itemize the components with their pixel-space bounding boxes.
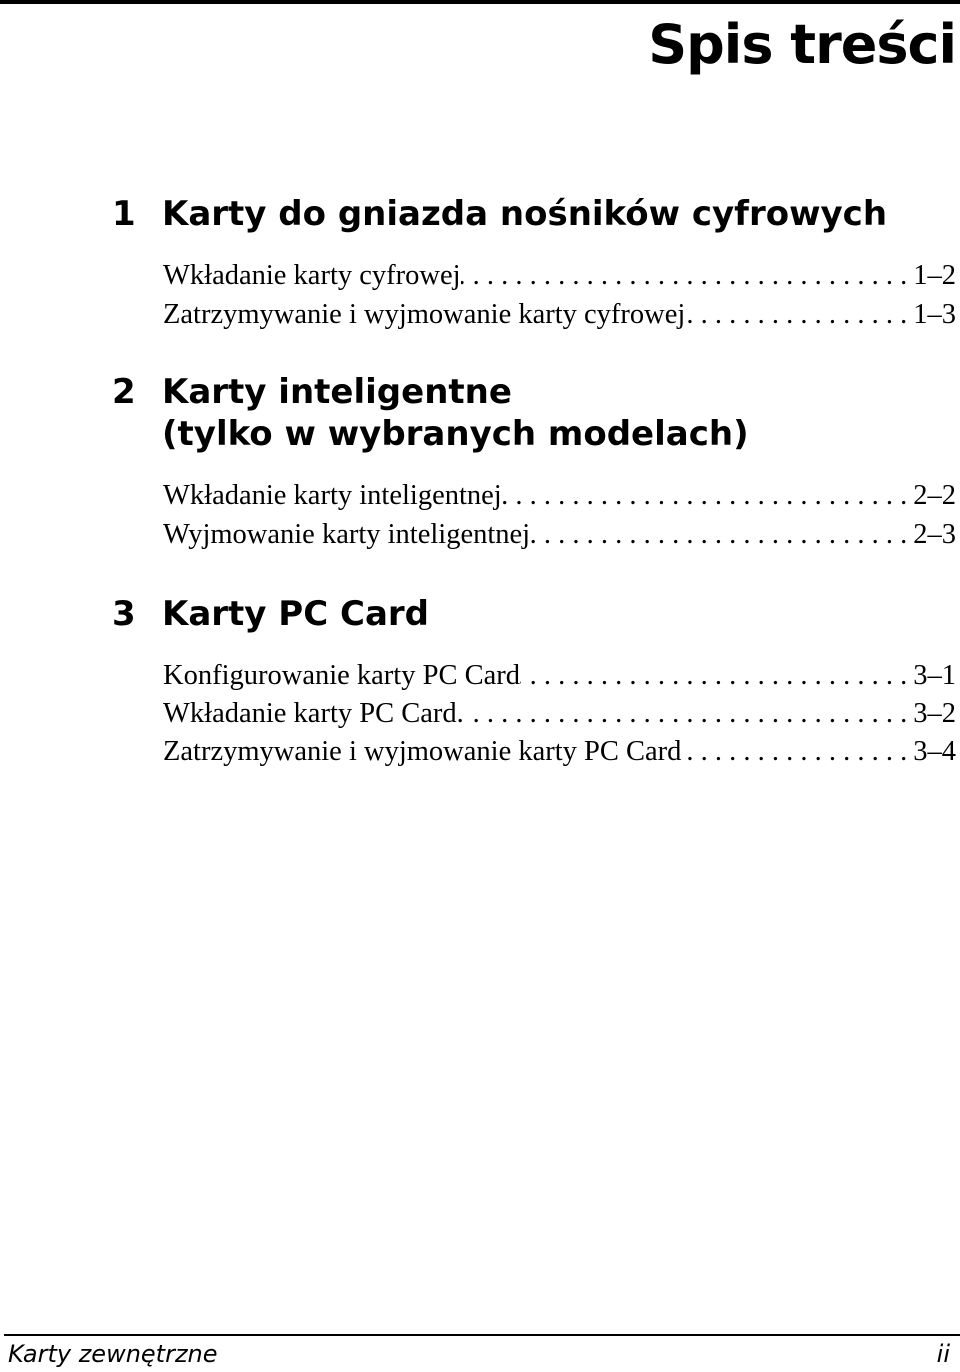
toc-entry-1-2[interactable] bbox=[163, 296, 956, 334]
toc-entry-page: 3–1 bbox=[913, 660, 956, 691]
chapter-number: 3 bbox=[112, 594, 136, 634]
dot-leader bbox=[502, 477, 914, 515]
chapter-number: 1 bbox=[112, 194, 136, 234]
toc-entry-page: 3–4 bbox=[913, 736, 956, 767]
chapter-number: 2 bbox=[112, 372, 136, 412]
toc-entry-text: Wkładanie karty inteligentnej bbox=[163, 480, 502, 511]
toc-entry-text: Wkładanie karty cyfrowej bbox=[163, 260, 461, 291]
chapter-title: Karty do gniazda nośników cyfrowych bbox=[162, 194, 888, 234]
toc-entry-page: 3–2 bbox=[913, 698, 956, 729]
toc-entry-text: Zatrzymywanie i wyjmowanie karty cyfrowej bbox=[163, 299, 686, 330]
dot-leader bbox=[681, 733, 913, 771]
toc-entry-page: 2–3 bbox=[913, 519, 956, 550]
toc-entry-text: Wkładanie karty PC Card. bbox=[163, 698, 464, 729]
toc-entry-page: 1–2 bbox=[913, 260, 956, 291]
toc-entry-text: Wyjmowanie karty inteligentnej bbox=[163, 519, 531, 550]
chapter-title: Karty PC Card bbox=[162, 594, 430, 634]
page-title: Spis treści bbox=[648, 13, 956, 76]
chapter-subtitle: (tylko w wybranych modelach) bbox=[162, 414, 749, 454]
toc-entry-2-2[interactable] bbox=[163, 516, 956, 554]
chapter-3-heading bbox=[112, 593, 429, 635]
toc-entry-3-2[interactable] bbox=[163, 695, 956, 733]
footer-rule bbox=[4, 1334, 960, 1336]
toc-entry-1-1[interactable] bbox=[163, 257, 956, 295]
toc-entry-page: 1–3 bbox=[913, 299, 956, 330]
footer-page-number: ii bbox=[936, 1340, 950, 1368]
toc-entry-text: Zatrzymywanie i wyjmowanie karty PC Card bbox=[163, 736, 682, 767]
toc-entry-3-1[interactable] bbox=[163, 657, 956, 695]
chapter-title: Karty inteligentne bbox=[162, 372, 512, 412]
chapter-2-heading bbox=[112, 371, 749, 455]
dot-leader bbox=[530, 516, 913, 554]
top-rule bbox=[0, 0, 960, 4]
dot-leader bbox=[464, 695, 913, 733]
toc-entry-page: 2–2 bbox=[913, 480, 956, 511]
dot-leader bbox=[461, 257, 914, 295]
dot-leader bbox=[520, 657, 913, 695]
toc-entry-2-1[interactable] bbox=[163, 477, 956, 515]
footer-document-title: Karty zewnętrzne bbox=[8, 1340, 218, 1368]
toc-entry-text: Konfigurowanie karty PC Card bbox=[163, 660, 520, 691]
dot-leader bbox=[685, 296, 913, 334]
toc-entry-3-3[interactable] bbox=[163, 733, 956, 771]
chapter-1-heading bbox=[112, 193, 887, 235]
